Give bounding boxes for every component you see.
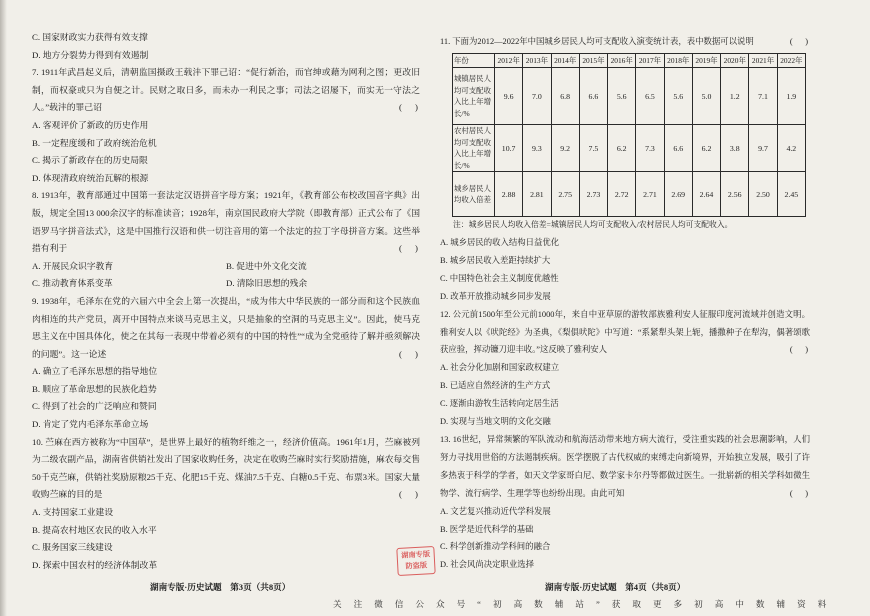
question-13-option-a: A. 文艺复兴推动近代学科发展: [440, 506, 551, 516]
anti-piracy-stamp: [396, 546, 435, 576]
table-cell: 9.3: [523, 125, 551, 172]
table-cell: 2.73: [579, 172, 607, 217]
table-header-cell: 2015年: [579, 54, 607, 68]
question-11-option-a: A. 城乡居民的收入结构日益优化: [440, 238, 560, 247]
table-cell: 2.72: [608, 172, 636, 217]
question-11-option-c: C. 中国特色社会主义制度优越性: [440, 273, 559, 283]
table-header-cell: 2014年: [551, 54, 579, 68]
question-13-option-b: B. 医学是近代科学的基础: [440, 524, 534, 534]
question-8: [32, 187, 420, 293]
question-13-option-d: D. 社会风尚决定职业选择: [440, 560, 534, 570]
table-cell: 2.45: [777, 172, 805, 217]
question-8-option-a: A. 开展民众识字教育: [32, 260, 114, 271]
table-cell: 7.3: [636, 125, 664, 172]
table-cell: 1.2: [721, 68, 749, 125]
table-header-cell: 2019年: [692, 54, 720, 68]
table-cell: 10.7: [495, 125, 523, 172]
table-header-year-label: 年份: [453, 54, 495, 68]
table-cell: 7.0: [523, 68, 551, 125]
q6-option-d: D. 地方分裂势力得到有效遏制: [32, 49, 149, 60]
question-10-option-c: C. 服务国家三线建设: [32, 542, 113, 553]
question-7-stem-wrap: [32, 64, 420, 117]
table-header-cell: 2017年: [636, 54, 664, 68]
table-header-cell: 2016年: [608, 54, 636, 68]
left-page-body: [32, 29, 420, 574]
question-8-options-row-1: [32, 258, 420, 276]
table-cell: 2.56: [721, 172, 749, 217]
table-cell: 4.2: [777, 125, 805, 172]
stamp-line-1: 湖南专版: [401, 550, 431, 560]
table-cell: 9.7: [749, 125, 777, 172]
question-8-option-d: D. 清除旧思想的残余: [226, 278, 308, 289]
question-12-option-d: D. 实现与当地文明的文化交融: [440, 417, 551, 427]
question-9: [32, 293, 420, 434]
table-cell: 6.2: [608, 125, 636, 172]
question-9-option-d: D. 肯定了党内毛泽东革命立场: [32, 419, 149, 430]
question-9-option-b: B. 顺应了革命思想的民族化趋势: [32, 383, 157, 394]
question-8-options-row-2: [32, 275, 420, 293]
question-7-answer-blank: ( ): [398, 102, 418, 113]
right-page-footer: 湖南专版·历史试题 第4页（共8页）: [545, 582, 686, 592]
table-cell: 6.6: [579, 68, 607, 125]
question-12-stem: 12. 公元前1500年至公元前1000年，来自中亚草原的游牧部族雅利安人征服印度河流域并创造文明。雅利安人以《吠陀经》为圣典，《梨俱吠陀》中写道：“系紧犁头架上轭，播撒种子在犁沟，偶著颂歌获应验，挥动镰刀迎丰收。”这反映了雅利安人: [440, 309, 810, 355]
table-cell: 2.50: [749, 172, 777, 217]
question-7-option-c: C. 揭示了新政存在的历史局限: [32, 155, 148, 166]
table-cell: 5.6: [664, 68, 692, 125]
table-header-cell: 2018年: [664, 54, 692, 68]
question-11-stem-wrap: [440, 33, 810, 51]
table-header-cell: 2012年: [495, 54, 523, 68]
table-cell: 2.64: [692, 172, 720, 217]
question-11-option-d: D. 改革开放推动城乡同步发展: [440, 291, 551, 301]
table-cell: 7.5: [579, 125, 607, 172]
question-7-stem: 7. 1911年武昌起义后，清朝监国摄政王载沣下罪己诏：“促行新治，而官绅或藉为网利之图；更改旧制，而权豪或只为自便之计。民财之取日多，而未办一利民之事；司法之诏屡下，而实无一守法之人。”载沣的罪己诏: [32, 67, 420, 113]
question-11-answer-blank: ( ): [789, 37, 808, 46]
table-note: 注：城乡居民人均收入倍差=城镇居民人均可支配收入/农村居民人均可支配收入。: [453, 220, 733, 229]
question-9-option-c: C. 得到了社会的广泛响应和赞同: [32, 401, 157, 412]
question-9-option-a: A. 确立了毛泽东思想的指导地位: [32, 366, 158, 377]
table-cell: 5.0: [692, 68, 720, 125]
question-8-answer-blank: ( ): [398, 243, 418, 254]
question-12-option-a: A. 社会分化加剧和国家政权建立: [440, 363, 560, 373]
question-8-option-b: B. 促进中外文化交流: [226, 260, 307, 271]
table-cell: 6.6: [664, 125, 692, 172]
table-cell: 9.6: [495, 68, 523, 125]
question-7-option-a: A. 客观评价了新政的历史作用: [32, 119, 149, 130]
question-10-option-b: B. 提高农村地区农民的收入水平: [32, 524, 157, 535]
question-11-option-b: B. 城乡居民收入差距持续扩大: [440, 255, 551, 265]
table-cell: 7.1: [749, 68, 777, 125]
table-header-row: [453, 54, 806, 68]
question-12-stem-wrap: [440, 306, 810, 360]
question-7: [32, 64, 420, 187]
stamp-line-2: 防盗版: [405, 561, 428, 571]
q6-option-c: C. 国家财政实力获得有效支撑: [32, 32, 148, 42]
question-11-header: [440, 33, 810, 51]
table-cell: 2.71: [636, 172, 664, 217]
table-cell: 6.2: [692, 125, 720, 172]
table-header-cell: 2021年: [749, 54, 777, 68]
question-9-stem: 9. 1938年，毛泽东在党的六届六中全会上第一次提出，“成为伟大中华民族的一部分而和这个民族血肉相连的共产党员，离开中国特点来谈马克思主义，只是抽象的空洞的马克思主义”。因此，使马克思主义在中国具体化，使之在其每一表现中带着必须有的中国的特性”“成为全党亟待了解并亟须解决的问题”。这一论述: [32, 295, 420, 359]
left-page-footer: 湖南专版·历史试题 第3页（共8页）: [150, 582, 291, 592]
question-7-option-b: B. 一定程度缓和了政府统治危机: [32, 137, 157, 148]
table-cell: 1.9: [777, 68, 805, 125]
table-row-income-ratio: [453, 172, 806, 217]
question-10-stem-wrap: [32, 434, 420, 504]
right-page-body: [440, 234, 810, 574]
question-13-option-c: C. 科学创新推动学科间的融合: [440, 542, 551, 552]
question-13-stem-wrap: [440, 431, 810, 503]
table-row-rural-growth: [453, 125, 806, 172]
question-8-option-c: C. 推动教育体系变革: [32, 278, 113, 289]
table-header-cell: 2013年: [523, 54, 551, 68]
question-12: [440, 306, 810, 431]
table-cell: 5.6: [608, 68, 636, 125]
question-11-stem: 11. 下面为2012—2022年中国城乡居民人均可支配收入演变统计表，表中数据可以说明: [440, 37, 754, 46]
table-row-label: 城镇居民人均可支配收入比上年增长/%: [453, 68, 495, 125]
page-edge-shadow: [0, 0, 7, 616]
question-12-option-c: C. 逐渐由游牧生活转向定居生活: [440, 399, 559, 409]
table-cell: 2.81: [523, 172, 551, 217]
question-10-option-a: A. 支持国家工业建设: [32, 507, 114, 518]
table-cell: 9.2: [551, 125, 579, 172]
table-cell: 2.75: [551, 172, 579, 217]
question-9-stem-wrap: [32, 293, 420, 363]
table-row-label: 城乡居民人均收入倍差: [453, 172, 495, 217]
question-12-answer-blank: ( ): [789, 345, 808, 355]
table-header-cell: 2020年: [721, 54, 749, 68]
table-header-cell: 2022年: [777, 54, 805, 68]
question-7-option-d: D. 体现清政府统治瓦解的根源: [32, 172, 149, 183]
table-cell: 3.8: [721, 125, 749, 172]
question-13: [440, 431, 810, 574]
question-8-stem-wrap: [32, 187, 420, 257]
question-10: [32, 434, 420, 575]
question-9-answer-blank: ( ): [398, 348, 418, 359]
question-10-stem: 10. 苎麻在西方被称为“中国草”，是世界上最好的植物纤维之一，经济价值高。1961年1月，苎麻被列为二级农副产品，湖南省供销社发出了国家收购任务，决定在收购苎麻时实行奖励措施，麻农每交售50千克苎麻，供销社奖励原粮25千克、化肥15千克、煤油7.5千克、白糖0.5千克、布票3米。国家大量收购苎麻的目的是: [32, 436, 420, 500]
question-13-stem: 13. 16世纪，异常频繁的军队流动和航海活动带来地方病大流行，受注重实践的社会思潮影响，人们努力寻找用世俗的方法遏制疾病。医学摆脱了古代权威的束缚走向新境界，开始独立发展，吸引了许多热衷于科学的学者，如天文学家哥白尼、数学家卡尔丹等都做过医生。一批崭新的相关学科如微生物学、流行病学、生理学等也纷纷出现。由此可知: [440, 434, 810, 498]
income-statistics-table: [452, 53, 806, 217]
question-10-option-d: D. 探索中国农村的经济体制改革: [32, 559, 158, 570]
question-13-answer-blank: ( ): [789, 488, 808, 498]
table-row-urban-growth: [453, 68, 806, 125]
table-cell: 6.8: [551, 68, 579, 125]
table-cell: 2.88: [495, 172, 523, 217]
table-cell: 2.69: [664, 172, 692, 217]
question-8-stem: 8. 1913年，教育部通过中国第一套法定汉语拼音字母方案；1921年，《教育部公布校改国音字典》出版，规定全国13 000余汉字的标准读音；1928年，南京国民政府大学院（即教育部）正式公布了《国语罗马字拼音法式》，这是中国推行汉语和供一切注音用的第一个法定的拉丁字母拼音方案。这些举措有利于: [32, 190, 420, 254]
table-cell: 6.5: [636, 68, 664, 125]
question-10-answer-blank: ( ): [398, 489, 418, 500]
table-row-label: 农村居民人均可支配收入比上年增长/%: [453, 125, 495, 172]
question-12-option-b: B. 已适应自然经济的生产方式: [440, 381, 551, 391]
promo-line: 关注微信公众号“初高数辅站”获取更多初高中数辅资料: [333, 599, 839, 609]
